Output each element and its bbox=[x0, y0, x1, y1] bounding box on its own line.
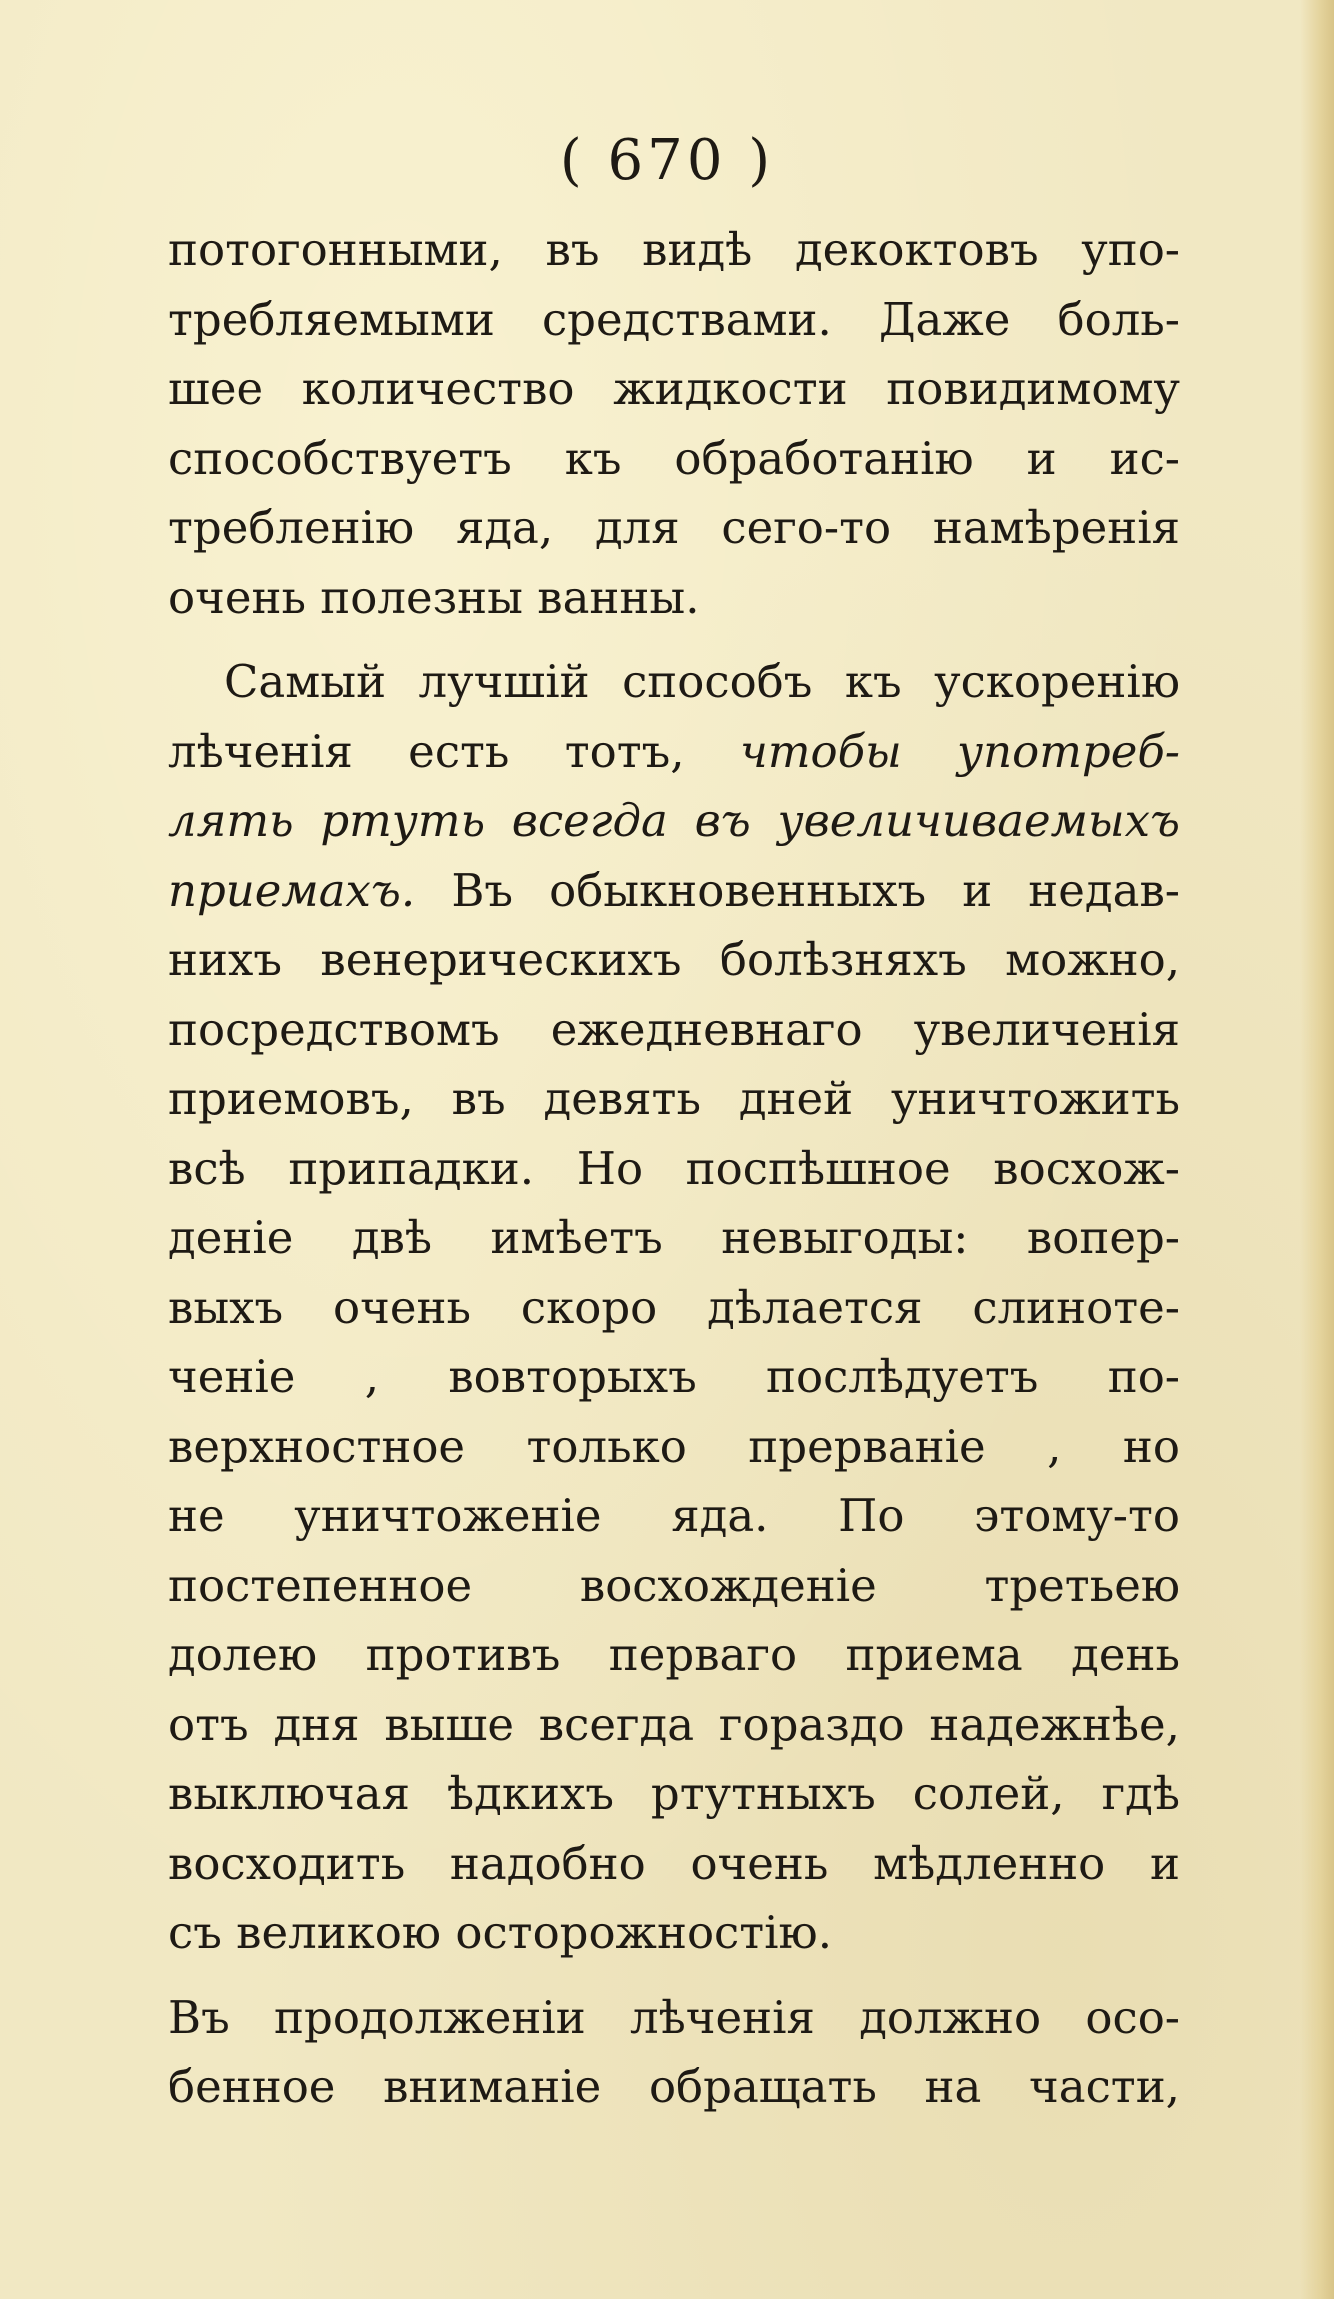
text-line: Въ продолженіи лѣченія должно осо- bbox=[168, 1990, 1180, 2044]
text-line: съ великою осторожностію. bbox=[168, 1906, 833, 1959]
text-roman: лѣченія есть тотъ, bbox=[168, 724, 740, 778]
paragraph-gap bbox=[168, 1968, 1180, 1983]
paragraph-gap bbox=[168, 632, 1180, 647]
text-line: лять ртуть всегда въ увеличиваемыхъ bbox=[168, 794, 1180, 847]
text-line: шее количество жидкости повидимому bbox=[168, 362, 1180, 415]
text-line bbox=[168, 856, 1180, 926]
text-line: способствуетъ къ обработанію и ис- bbox=[168, 431, 1180, 485]
body-text bbox=[168, 215, 1180, 2122]
text-line: верхностное только прерваніе , но bbox=[168, 1419, 1180, 1473]
text-line: очень полезны ванны. bbox=[168, 570, 700, 624]
text-line: всѣ припадки. Но поспѣшное восхож- bbox=[168, 1141, 1180, 1195]
text-line: долею противъ перваго приема день bbox=[168, 1628, 1180, 1681]
text-line: выключая ѣдкихъ ртутныхъ солей, гдѣ bbox=[168, 1767, 1180, 1820]
text-line: бенное вниманіе обращать на части, bbox=[168, 2060, 1180, 2113]
text-line: Самый лучшій способъ къ ускоренію bbox=[224, 655, 1180, 708]
page-number: ( 670 ) bbox=[559, 128, 775, 193]
text-line: посредствомъ ежедневнаго увеличенія bbox=[168, 1002, 1180, 1056]
text-roman: Въ обыкновенныхъ и недав- bbox=[415, 863, 1180, 917]
text-line: приемовъ, въ девять дней уничтожить bbox=[168, 1072, 1180, 1125]
text-line: требляемыми средствами. Даже боль- bbox=[168, 292, 1180, 346]
page-edge bbox=[1300, 0, 1334, 2299]
text-italic: чтобы употреб- bbox=[739, 724, 1180, 778]
text-line: восходить надобно очень мѣдленно и bbox=[168, 1836, 1180, 1890]
text-line: отъ дня выше всегда гораздо надежнѣе, bbox=[168, 1697, 1180, 1751]
text-line bbox=[168, 717, 1180, 787]
text-line: нихъ венерическихъ болѣзняхъ можно, bbox=[168, 933, 1180, 986]
text-line: не уничтоженіе яда. По этому-то bbox=[168, 1489, 1180, 1542]
text-line: выхъ очень скоро дѣлается слиноте- bbox=[168, 1280, 1180, 1334]
text-italic: приемахъ. bbox=[168, 863, 416, 917]
text-line: требленію яда, для сего-то намѣренія bbox=[168, 501, 1180, 554]
text-line: ченіе , вовторыхъ послѣдуетъ по- bbox=[168, 1350, 1180, 1403]
text-line: деніе двѣ имѣетъ невыгоды: вопер- bbox=[168, 1211, 1180, 1264]
text-line: потогонными, въ видѣ декоктовъ упо- bbox=[168, 223, 1180, 276]
text-line: постепенное восхожденіе третьею bbox=[168, 1558, 1180, 1612]
